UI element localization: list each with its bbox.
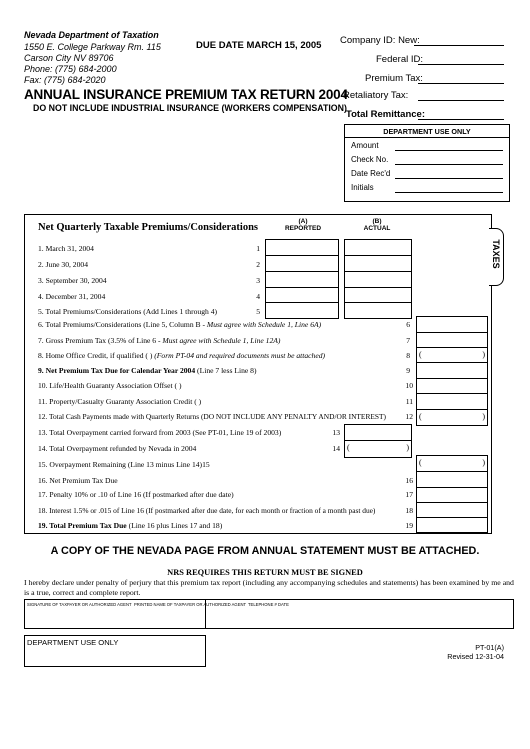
line-10-label: 10. Life/Health Guaranty Association Offset ( )	[38, 381, 182, 390]
line-8-note: (Form PT-04 and required documents must be attached)	[154, 351, 326, 360]
line-9-note: (Line 7 less Line 8)	[195, 366, 257, 375]
divider	[266, 255, 338, 256]
line-4-label: 4. December 31, 2004	[38, 292, 106, 301]
lines-16-19-amount-box[interactable]	[416, 471, 488, 533]
line-15-close-paren: )	[482, 458, 485, 467]
agency-address	[24, 42, 161, 86]
divider	[345, 287, 411, 288]
line-9-text: 9. Net Premium Tax Due for Calendar Year 2004	[38, 366, 196, 375]
address-line-1: 1550 E. College Parkway Rm. 115	[24, 42, 161, 52]
amount-label: Amount	[351, 141, 379, 150]
line-8-number: 8	[406, 351, 410, 360]
attachment-notice: A COPY OF THE NEVADA PAGE FROM ANNUAL STATEMENT MUST BE ATTACHED.	[50, 545, 480, 557]
line-6-note: Must agree with Schedule 1, Line 6A)	[206, 320, 322, 329]
line-6-number: 6	[406, 320, 410, 329]
line-18-label: 18. Interest 1.5% or .015 of Line 16 (If postmarked after due date, for each month or fraction of a month past due)	[38, 506, 376, 515]
line-19-label	[38, 521, 222, 530]
column-b-letter: (B)	[372, 218, 382, 225]
line-8-label	[38, 351, 325, 360]
signature-input[interactable]	[27, 608, 203, 626]
divider	[345, 271, 411, 272]
printed-name-input[interactable]	[207, 608, 507, 626]
line-7-note: Must agree with Schedule 1, Line 12A)	[162, 336, 281, 345]
department-use-title: DEPARTMENT USE ONLY	[383, 127, 471, 136]
line-5-number: 5	[256, 307, 260, 316]
department-use-box	[344, 124, 510, 202]
divider	[266, 287, 338, 288]
divider	[417, 378, 487, 379]
amount-field[interactable]	[395, 150, 503, 151]
divider	[417, 393, 487, 394]
divider	[417, 332, 487, 333]
date-recd-field[interactable]	[395, 178, 503, 179]
signature-required-notice: NRS REQUIRES THIS RETURN MUST BE SIGNED	[167, 568, 363, 577]
line-12-close-paren: )	[482, 412, 485, 421]
line-12-label: 12. Total Cash Payments made with Quarterly Returns (DO NOT INCLUDE ANY PENALTY AND/OR INTEREST)	[38, 412, 386, 421]
line-12-open-paren: (	[419, 412, 422, 421]
line-7-label	[38, 336, 280, 345]
column-a-header	[268, 218, 338, 232]
signature-field-label: SIGNATURE OF TAXPAYER OR AUTHORIZED AGENT	[27, 602, 132, 607]
company-id-label: Company ID: New:	[340, 35, 420, 46]
line-9-label	[38, 366, 257, 375]
column-b-title: ACTUAL	[363, 225, 391, 232]
divider	[417, 487, 487, 488]
revision-date: Revised 12-31-04	[447, 652, 504, 661]
line-3-label: 3. September 30, 2004	[38, 276, 107, 285]
divider	[266, 302, 338, 303]
line-10-number: 10	[405, 381, 413, 390]
line-8-text: 8. Home Office Credit, if qualified ( )	[38, 351, 155, 360]
department-use-footer-box	[24, 635, 206, 667]
line-19-text: 19. Total Premium Tax Due	[38, 521, 127, 530]
divider	[417, 347, 487, 348]
line-2-number: 2	[256, 260, 260, 269]
line-14-close-paren: )	[406, 443, 409, 452]
retaliatory-tax-field[interactable]	[418, 99, 504, 101]
line-7-number: 7	[406, 336, 410, 345]
premium-tax-label: Premium Tax:	[365, 73, 423, 84]
federal-id-field[interactable]	[418, 63, 504, 65]
lines-6-12-amount-box[interactable]	[416, 316, 488, 426]
initials-label: Initials	[351, 183, 374, 192]
form-title: ANNUAL INSURANCE PREMIUM TAX RETURN 2004	[24, 87, 348, 102]
line-9-number: 9	[406, 366, 410, 375]
line-17-number: 17	[405, 490, 413, 499]
company-id-field[interactable]	[414, 44, 504, 46]
line-16-number: 16	[405, 476, 413, 485]
printed-name-field-label: PRINTED NAME OF TAXPAYER OR AUTHORIZED AGENT	[134, 602, 247, 607]
form-subtitle: DO NOT INCLUDE INDUSTRIAL INSURANCE (WORKERS COMPENSATION)	[33, 103, 347, 113]
column-b-actual-box[interactable]	[344, 239, 412, 319]
check-no-field[interactable]	[395, 164, 503, 165]
lines-13-14-amount-box[interactable]	[344, 424, 412, 458]
column-a-reported-box[interactable]	[265, 239, 339, 319]
line-8-close-paren: )	[482, 350, 485, 359]
line-1-number: 1	[256, 244, 260, 253]
line-11-number: 11	[405, 397, 413, 406]
date-recd-label: Date Rec'd	[351, 169, 391, 178]
premium-tax-field[interactable]	[418, 82, 504, 84]
taxes-tab	[489, 228, 504, 286]
line-2-label: 2. June 30, 2004	[38, 260, 88, 269]
line-12-number: 12	[405, 412, 413, 421]
date-field-label: DATE	[278, 602, 289, 607]
line-1-label: 1. March 31, 2004	[38, 244, 94, 253]
line-16-label: 16. Net Premium Tax Due	[38, 476, 118, 485]
line-6-label	[38, 320, 321, 329]
phone: Phone: (775) 684-2000	[24, 64, 117, 74]
line-14-number: 14	[332, 444, 340, 453]
line-4-number: 4	[256, 292, 260, 301]
line-17-label: 17. Penalty 10% or .10 of Line 16 (If postmarked after due date)	[38, 490, 234, 499]
line-15-amount-box[interactable]	[416, 455, 488, 472]
form-number: PT-01(A)	[475, 643, 504, 652]
line-15-open-paren: (	[419, 458, 422, 467]
line-8-open-paren: (	[419, 350, 422, 359]
column-a-letter: (A)	[298, 218, 308, 225]
divider	[345, 137, 509, 138]
initials-field[interactable]	[395, 192, 503, 193]
telephone-field-label: TELEPHONE #	[248, 602, 277, 607]
section-title: Net Quarterly Taxable Premiums/Considerations	[38, 222, 259, 233]
line-6-text: 6. Total Premiums/Considerations (Line 5, Column B -	[38, 320, 207, 329]
line-18-number: 18	[405, 506, 413, 515]
federal-id-label: Federal ID:	[376, 54, 423, 65]
divider	[417, 502, 487, 503]
line-14-label: 14. Total Overpayment refunded by Nevada in 2004	[38, 444, 197, 453]
line-13-number: 13	[332, 428, 340, 437]
address-line-2: Carson City NV 89706	[24, 53, 114, 63]
fax: Fax: (775) 684-2020	[24, 75, 106, 85]
divider	[266, 271, 338, 272]
line-11-label: 11. Property/Casualty Guaranty Association Credit ( )	[38, 397, 202, 406]
divider	[417, 517, 487, 518]
line-7-text: 7. Gross Premium Tax (3.5% of Line 6 -	[38, 336, 163, 345]
due-date: DUE DATE MARCH 15, 2005	[196, 40, 322, 51]
divider	[345, 255, 411, 256]
form-number-block	[400, 643, 504, 661]
column-b-header	[344, 218, 410, 232]
signature-box	[24, 599, 514, 629]
line-13-label: 13. Total Overpayment carried forward from 2003 (See PT-01, Line 19 of 2003)	[38, 428, 282, 437]
total-remittance-label: Total Remittance:	[346, 109, 426, 120]
declaration-text: I hereby declare under penalty of perjury that this premium tax report (including any accompanying schedules and statements) has been examined by me and is a true, correct and complete report.	[24, 578, 514, 597]
column-a-title: REPORTED	[284, 225, 322, 232]
line-5-label: 5. Total Premiums/Considerations (Add Lines 1 through 4)	[38, 307, 218, 316]
taxes-tab-label: TAXES	[491, 239, 501, 269]
line-15-label: 15. Overpayment Remaining (Line 13 minus Line 14)15	[38, 460, 210, 469]
divider	[417, 362, 487, 363]
divider	[345, 302, 411, 303]
divider	[417, 409, 487, 410]
line-19-note: (Line 16 plus Lines 17 and 18)	[126, 521, 223, 530]
line-19-number: 19	[405, 521, 413, 530]
line-3-number: 3	[256, 276, 260, 285]
line-14-open-paren: (	[347, 443, 350, 452]
retaliatory-tax-label: Retaliatory Tax:	[343, 90, 409, 101]
total-remittance-field[interactable]	[418, 118, 504, 120]
divider	[345, 440, 411, 441]
agency-name: Nevada Department of Taxation	[24, 30, 159, 40]
department-use-footer-label: DEPARTMENT USE ONLY	[27, 638, 119, 647]
check-no-label: Check No.	[351, 155, 389, 164]
